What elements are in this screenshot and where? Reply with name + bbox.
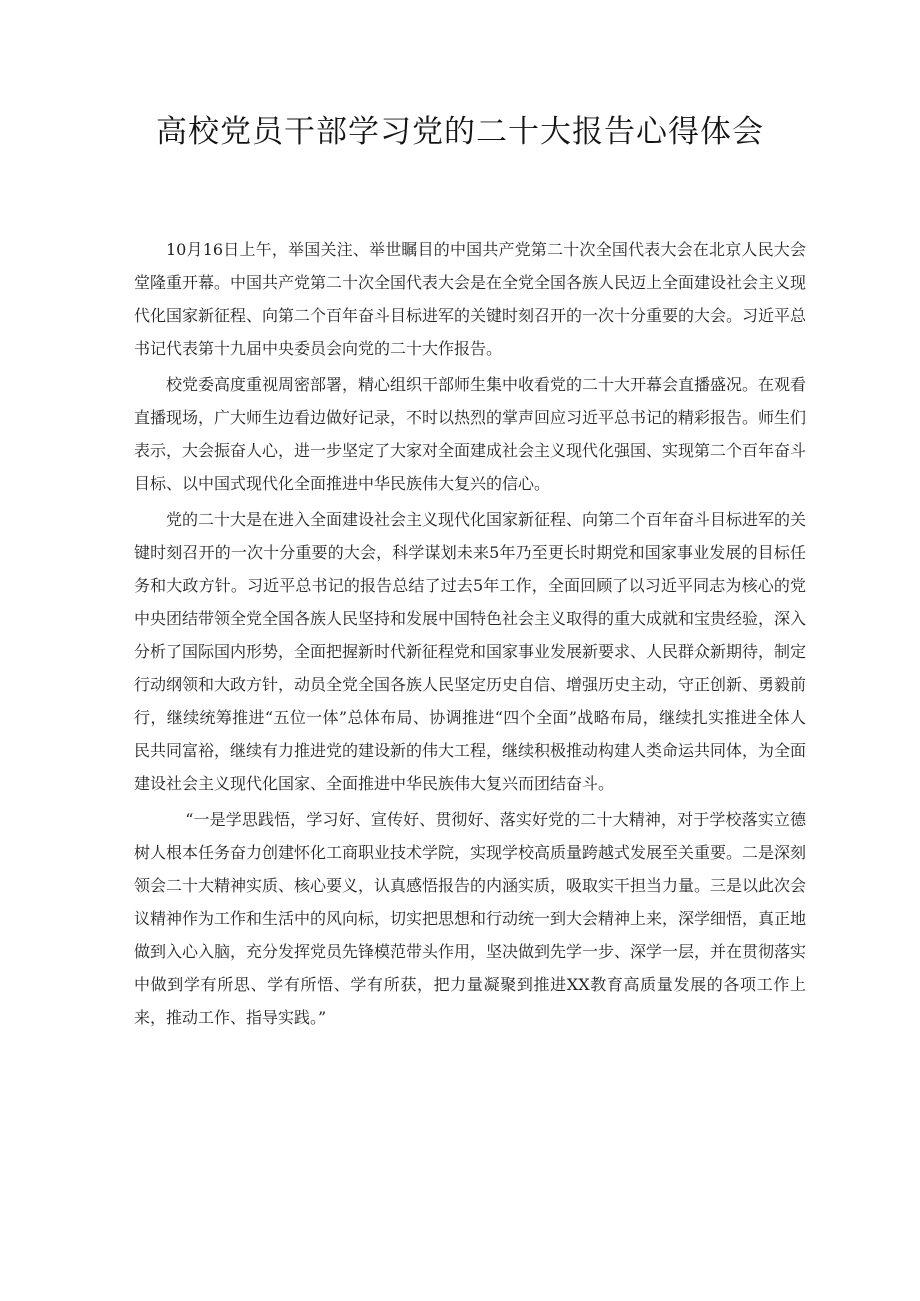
- paragraph-congress-significance: 党的二十大是在进入全面建设社会主义现代化国家新征程、向第二个百年奋斗目标进军的关键时刻召开的一次十分重要的大会，科学谋划未来5年乃至更长时期党和国家事业发展的目标任务和大政方针。习近平总书记的报告总结了过去5年工作，全面回顾了以习近平同志为核心的党中央团结带领全党全国各族人民坚持和发展中国特色社会主义取得的重大成就和宝贵经验，深入分析了国际国内形势，全面把握新时代新征程党和国家事业发展新要求、人民群众新期待，制定行动纲领和大政方针，动员全党全国各族人民坚定历史自信、增强历史主动，守正创新、勇毅前行，继续统筹推进“五位一体”总体布局、协调推进“四个全面”战略布局，继续扎实推进全体人民共同富裕，继续有力推进党的建设新的伟大工程，继续积极推动构建人类命运共同体，为全面建设社会主义现代化国家、全面推进中华民族伟大复兴而团结奋斗。: [134, 510, 807, 793]
- paragraph-opening-ceremony: 10月16日上午，举国关注、举世瞩目的中国共产党第二十次全国代表大会在北京人民大会堂隆重开幕。中国共产党第二十次全国代表大会是在全党全国各族人民迈上全面建设社会主义现代化国家新征程、向第二个百年奋斗目标进军的关键时刻召开的一次十分重要的大会。习近平总书记代表第十九届中央委员会向党的二十大作报告。: [134, 240, 807, 358]
- document-title: 高校党员干部学习党的二十大报告心得体会: [156, 114, 764, 150]
- paragraph-school-viewing: 校党委高度重视周密部署，精心组织干部师生集中收看党的二十大开幕会直播盛况。在观看直播现场，广大师生边看边做好记录，不时以热烈的掌声回应习近平总书记的精彩报告。师生们表示，大会振奋人心，进一步坚定了大家对全面建成社会主义现代化强国、实现第二个百年奋斗目标、以中国式现代化全面推进中华民族伟大复兴的信心。: [134, 375, 807, 493]
- document-body: [134, 233, 806, 1037]
- paragraph-quote: “一是学思践悟，学习好、宣传好、贯彻好、落实好党的二十大精神，对于学校落实立德树人根本任务奋力创建怀化工商职业技术学院，实现学校高质量跨越式发展至关重要。二是深刻领会二十大精神实质、核心要义，认真感悟报告的内涵实质，吸取实干担当力量。三是以此次会议精神作为工作和生活中的风向标，切实把思想和行动统一到大会精神上来，深学细悟，真正地做到入心入脑，充分发挥党员先锋模范带头作用，坚决做到先学一步、深学一层，并在贯彻落实中做到学有所思、学有所悟、学有所获，把力量凝聚到推进XX教育高质量发展的各项工作上来，推动工作、指导实践。”: [134, 810, 807, 1027]
